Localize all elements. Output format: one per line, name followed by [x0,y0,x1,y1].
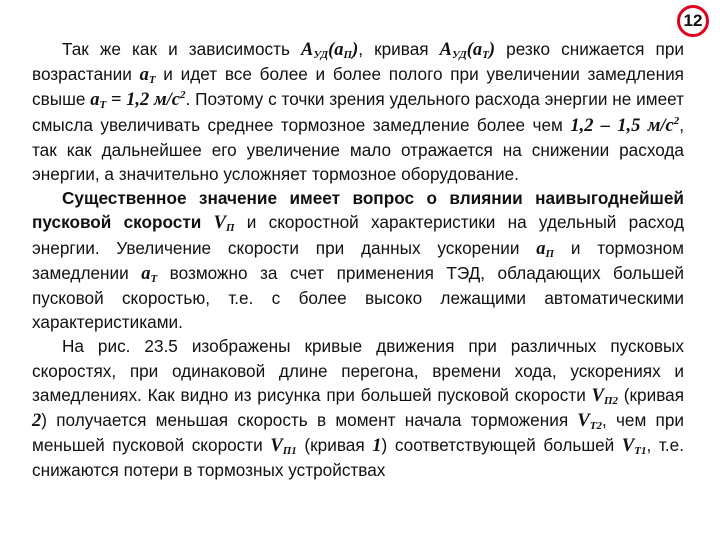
symbol-v-t2 [577,411,602,431]
text-run: (кривая [618,384,684,405]
body-text [32,37,684,483]
page-number: 12 [683,11,703,30]
text-run: характеристики на удельный расход энергии. Увеличение скорости при данных ускорении [32,212,684,258]
symbol-sub: П [225,222,235,235]
symbol-sup: 2 [673,114,680,127]
symbol-a-p [328,40,358,60]
symbol-close: ) [352,40,359,60]
symbol-main: а [139,65,149,86]
symbol-v-p2 [592,386,618,406]
text-run: , чем при меньшей пусковой скорости [32,410,685,456]
symbol-main: а [536,238,546,259]
text-run: ) получается меньшая скорость в момент начала торможения [41,410,578,431]
symbol-a-t [467,40,495,60]
symbol-main: (а [328,40,344,60]
symbol-main: V [577,411,590,432]
symbol-a-t [141,264,157,284]
formula-range [570,116,679,136]
symbol-main: V [591,385,604,406]
paragraph-2 [32,186,684,334]
symbol-main: 1 [372,436,382,457]
symbol-sub: Т1 [634,445,647,458]
symbol-sub: Т [482,49,489,61]
symbol-sub: Т [148,74,156,87]
symbol-main: V [270,436,283,457]
symbol-sup: 2 [180,89,186,102]
symbol-a-ud [301,40,328,60]
text-run: Так же как и зависимость [62,39,302,59]
formula-deceleration [90,90,185,110]
text-run: и скоростной [234,212,359,233]
symbol-main: 1,2 – 1,5 м/с [570,115,674,136]
symbol-rest: = 1,2 м/с [106,90,180,111]
paragraph-1 [32,37,684,186]
symbol-main: V [213,213,226,234]
text-run: и идет все более и более полого при увеличении замедления свыше [32,64,684,110]
text-run-bold: Существенное значение имеет вопрос о влиянии наивыгоднейшей пусковой скорости [32,188,684,233]
symbol-sub: Т [150,272,158,285]
symbol-main: а [141,263,151,284]
text-run: , т.е. снижаются потери в тормозных устройствах [32,435,684,481]
symbol-sub: Т [99,99,107,112]
symbol-sub: Т2 [589,420,602,433]
text-run: ) соответствующей большей [381,435,622,456]
symbol-main: а [90,90,100,111]
text-run: , так как дальнейшее его увеличение мало отражается на снижении расхода энергии, а значительно усложняет тормозное оборудование. [32,114,685,185]
symbol-sub: П2 [603,394,619,407]
page-number-badge [677,5,709,37]
symbol-v-t1 [622,436,647,456]
text-run: На рис. 23.5 изображены кривые движения при различных пусковых скоростях, при одинаковой длине перегона, времени хода, ускорениях и замедлениях. Как видно из рисунка при большей пусковой скорости [32,336,684,405]
paragraph-3 [32,334,684,482]
symbol-a-t [140,65,156,85]
text-run: и тормозном замедлении [32,237,684,283]
symbol-main: V [621,436,635,457]
symbol-sub: П1 [282,445,297,458]
symbol-a-ud [440,40,467,60]
symbol-a-p [536,239,554,259]
symbol-main: А [301,40,314,60]
symbol-sub: УД [452,49,467,61]
symbol-sub: УД [313,49,329,61]
text-run: возможно за счет применения ТЭД, обладающих большей пусковой скоростью, т.е. с более высоко лежащими автоматическими характеристиками. [32,262,684,333]
text-run: . Поэтому с точки зрения удельного расхода энергии не имеет смысла увеличивать среднее тормозное замедление более чем [32,89,684,135]
text-run: , кривая [358,39,440,59]
text-run: резко снижается при возрастании [32,39,684,85]
symbol-close: ) [488,40,496,60]
symbol-main: 2 [32,411,42,432]
symbol-v-p1 [270,436,296,456]
text-run: (кривая [296,435,373,456]
curve-number-2 [32,411,41,431]
symbol-sub: П [343,49,353,61]
symbol-main: А [439,40,453,60]
symbol-main: (а [466,40,483,60]
symbol-sub: П [545,247,555,260]
curve-number-1 [372,436,381,456]
symbol-v-p [214,213,235,233]
